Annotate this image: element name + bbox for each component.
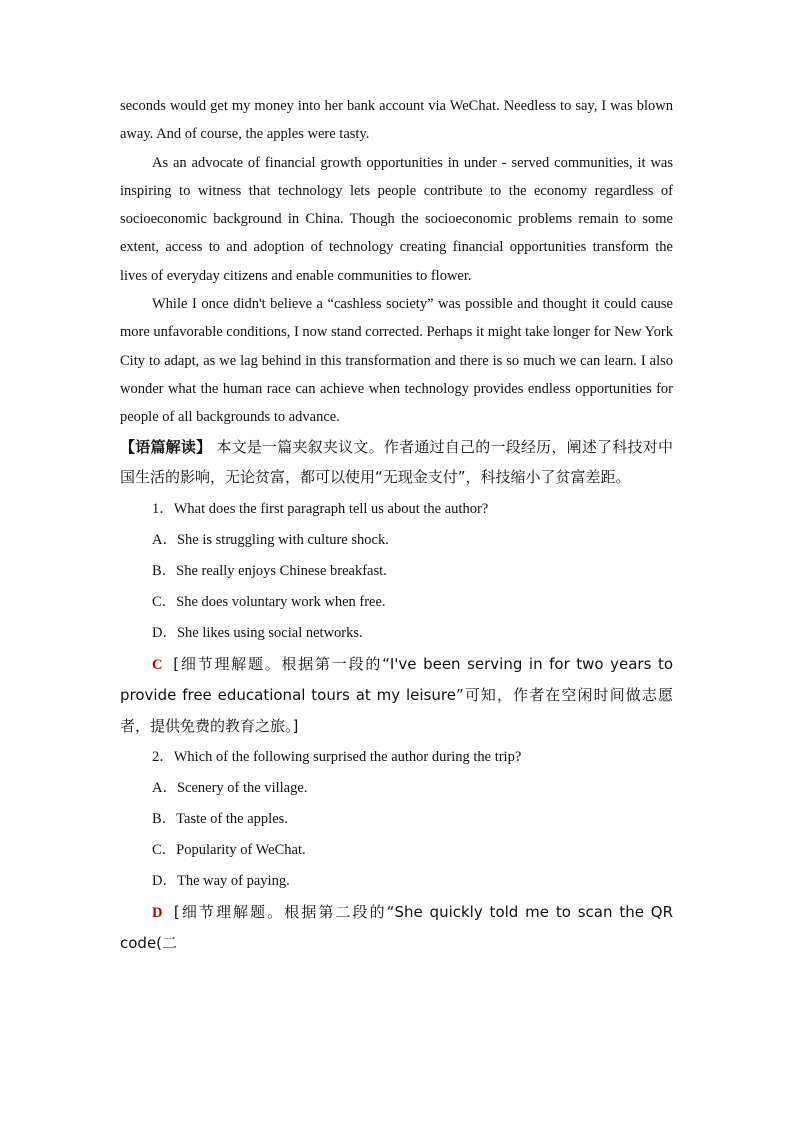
answer-explanation: [细节理解题。根据第二段的“She quickly told me to scan the QR code(二 [120,902,674,952]
passage-paragraph-3: While I once didn't believe a “cashless society” was possible and thought it could cause more unfavorable conditions, I now stand corrected. Perhaps it might take longer for New York City to adapt, as we lag behind in this transformation and there is so much we can learn. I also wonder what the human race can achieve when technology provides endless opportunities for people of all backgrounds to advance. [120,296,673,426]
question-1-option-b: B．She really enjoys Chinese breakfast. [152,562,387,579]
question-2-option-b: B．Taste of the apples. [152,810,288,827]
question-2-option-d: D．The way of paying. [152,872,290,889]
question-2-answer [120,897,673,959]
answer-letter: C [152,656,163,673]
question-2-stem: 2．Which of the following surprised the author during the trip? [152,748,522,765]
passage-paragraph-1-continued: seconds would get my money into her bank account via WeChat. Needless to say, I was blown away. And of course, the apples were tasty. [120,98,673,143]
passage-paragraph-2: As an advocate of financial growth opportunities in under - served communities, it was inspiring to witness that technology lets people contribute to the economy regardless of socioeconomic background in China. Though the socioeconomic problems remain to some extent, access to and adoption of technology creating financial opportunities transform the lives of everyday citizens and enable communities to flower. [120,154,673,284]
analysis-text: 本文是一篇夹叙夹议文。作者通过自己的一段经历，阐述了科技对中国生活的影响，无论贫富，都可以使用“无现金支付”，科技缩小了贫富差距。 [120,437,673,486]
question-2-option-c: C．Popularity of WeChat. [152,841,306,858]
question-1-option-c: C．She does voluntary work when free. [152,593,386,610]
answer-letter: D [152,904,163,921]
question-1-answer [120,649,673,742]
question-1-option-a: A．She is struggling with culture shock. [152,531,389,548]
question-2-option-a: A．Scenery of the village. [152,779,308,796]
question-1-stem: 1．What does the first paragraph tell us about the author? [152,500,489,517]
analysis-tag: 【语篇解读】 [120,437,212,456]
passage-analysis [120,432,673,492]
answer-explanation: [细节理解题。根据第一段的“I've been serving in for two years to provide free educational tours at my leisure”可知，作者在空闲时间做志愿者，提供免费的教育之旅。] [120,654,674,735]
question-1-option-d: D．She likes using social networks. [152,624,363,641]
document-page [120,92,673,959]
